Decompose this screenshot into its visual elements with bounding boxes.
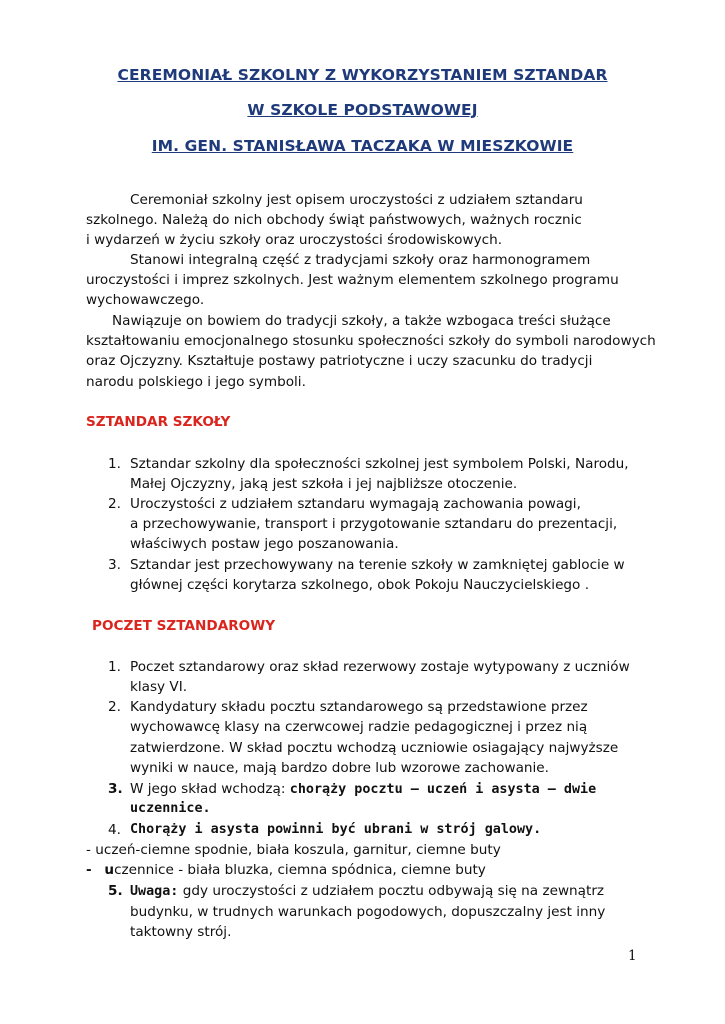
list-item-line: Małej Ojczyzny, jaką jest szkoła i jej najbliższe otoczenie. <box>130 476 518 492</box>
list-number: 3. <box>108 781 123 797</box>
page-number: 1 <box>628 948 637 964</box>
section-heading-sztandar: SZTANDAR SZKOŁY <box>86 414 231 430</box>
list-number: 2. <box>108 699 121 715</box>
list-item-text: gdy uroczystości z udziałem pocztu odbywają się na zewnątrz <box>178 883 605 899</box>
list-item-line: taktowny strój. <box>130 924 232 940</box>
dash-marker: - <box>86 862 97 878</box>
list-item-line: Kandydatury składu pocztu sztandarowego są przedstawione przez <box>130 699 588 715</box>
list-item-line <box>130 883 604 899</box>
note-label: Uwaga: <box>130 884 179 899</box>
intro-line: Ceremoniał szkolny jest opisem uroczystości z udziałem sztandaru <box>130 192 583 208</box>
list-item-line: Poczet sztandarowy oraz skład rezerwowy zostaje wytypowany z uczniów <box>130 659 630 675</box>
intro-line: narodu polskiego i jego symboli. <box>86 374 306 390</box>
list-item-line: Uroczystości z udziałem sztandaru wymagają zachowania powagi, <box>130 496 581 512</box>
list-item-line: wyniki w nauce, mają bardzo dobre lub wzorowe zachowanie. <box>130 760 549 776</box>
intro-line: uroczystości i imprez szkolnych. Jest ważnym elementem szkolnego programu <box>86 272 619 288</box>
list-number: 3. <box>108 557 121 573</box>
list-item-line: głównej części korytarza szkolnego, obok Pokoju Nauczycielskiego . <box>130 577 590 593</box>
dress-code-line <box>86 862 486 878</box>
title-line-2: W SZKOLE PODSTAWOWEJ <box>247 101 478 119</box>
list-number: 2. <box>108 496 121 512</box>
initial-letter: u <box>104 862 115 878</box>
intro-line: Nawiązuje on bowiem do tradycji szkoły, a także wzbogaca treści służące <box>112 313 611 329</box>
list-item-line: wychowawcę klasy na czerwcowej radzie pedagogicznej i przez nią <box>130 719 588 735</box>
list-item-bold-line: Chorąży i asysta powinni być ubrani w strój galowy. <box>130 822 542 837</box>
intro-line: wychowawczego. <box>86 292 205 308</box>
intro-line: kształtowaniu emocjonalnego stosunku społeczności szkoły do symboli narodowych <box>86 333 656 349</box>
list-item-line: zatwierdzone. W skład pocztu wchodzą uczniowie osiagający najwyższe <box>130 740 619 756</box>
list-item-text: W jego skład wchodzą: <box>130 781 290 797</box>
list-item-line: właściwych postaw jego poszanowania. <box>130 536 399 552</box>
list-item-bold-text: chorąży pocztu – uczeń i asysta – dwie <box>289 782 597 797</box>
list-item-bold-line: uczennice. <box>130 801 211 816</box>
intro-line: oraz Ojczyzny. Kształtuje postawy patriotyczne i uczy szacunku do tradycji <box>86 353 593 369</box>
list-item-line: klasy VI. <box>130 679 188 695</box>
intro-line: szkolnego. Należą do nich obchody świąt państwowych, ważnych rocznic <box>86 212 582 228</box>
intro-line: Stanowi integralną część z tradycjami szkoły oraz harmonogramem <box>130 252 591 268</box>
section-heading-poczet: POCZET SZTANDAROWY <box>92 618 276 634</box>
list-number: 4. <box>108 822 121 838</box>
list-number: 1. <box>108 456 121 472</box>
list-number: 5. <box>108 883 123 899</box>
list-item-line: budynku, w trudnych warunkach pogodowych, dopuszczalny jest inny <box>130 904 606 920</box>
list-number: 1. <box>108 659 121 675</box>
dress-code-line: - uczeń-ciemne spodnie, biała koszula, garnitur, ciemne buty <box>86 842 501 858</box>
title-line-1: CEREMONIAŁ SZKOLNY Z WYKORZYSTANIEM SZTANDAR <box>117 66 608 84</box>
list-item-line: a przechowywanie, transport i przygotowanie sztandaru do prezentacji, <box>130 516 618 532</box>
list-item-line <box>130 781 596 797</box>
dress-code-text: czennice - biała bluzka, ciemna spódnica, ciemne buty <box>114 862 486 878</box>
title-line-3: IM. GEN. STANISŁAWA TACZAKA W MIESZKOWIE <box>151 137 574 155</box>
intro-line: i wydarzeń w życiu szkoły oraz uroczystości środowiskowych. <box>86 232 503 248</box>
list-item-line: Sztandar jest przechowywany na terenie szkoły w zamkniętej gablocie w <box>130 557 625 573</box>
list-item-line: Sztandar szkolny dla społeczności szkolnej jest symbolem Polski, Narodu, <box>130 456 629 472</box>
